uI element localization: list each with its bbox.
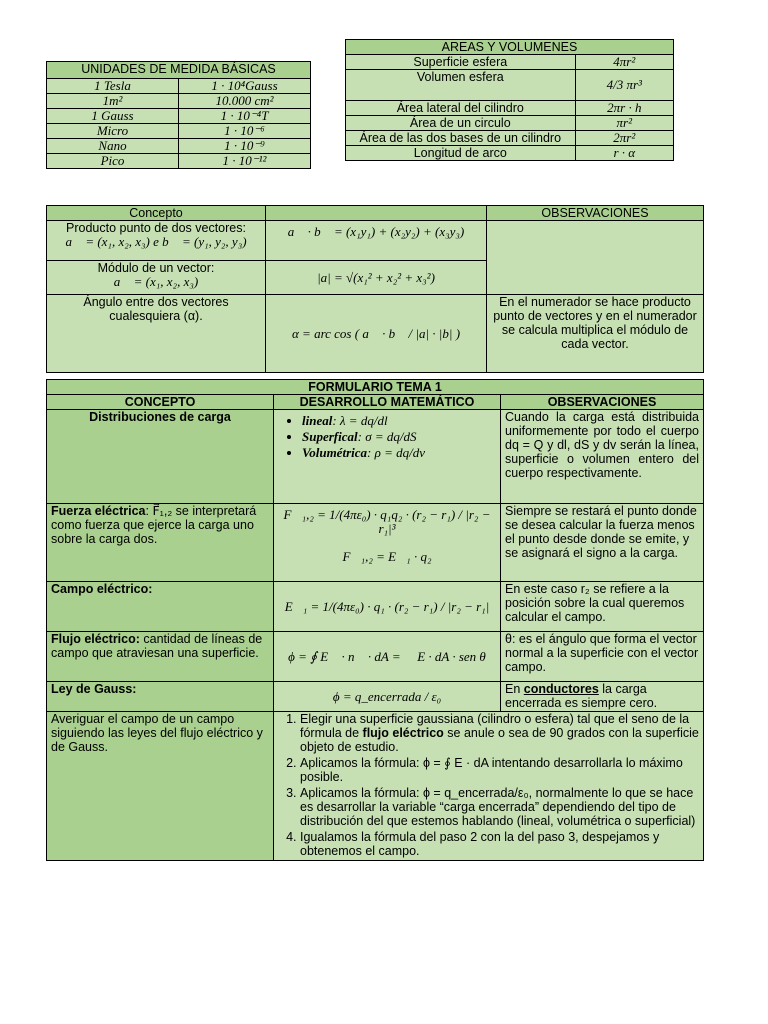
- vectors-table: [46, 205, 704, 373]
- formulario-title: FORMULARIO TEMA 1: [308, 380, 442, 394]
- vectors-header: OBSERVACIONES: [487, 206, 704, 221]
- vector-concept: Producto punto de dos vectores:: [66, 221, 246, 235]
- gauss-obs-bold: conductores: [523, 682, 599, 696]
- units-cell: 1 · 10⁴Gauss: [179, 79, 311, 94]
- averiguar-steps: [274, 712, 704, 861]
- units-cell: 1 · 10⁻¹²: [179, 154, 311, 169]
- vector-obs: En el numerador se hace producto punto de vectores y en el numerador se calcula multiplica el módulo de cada vector.: [487, 295, 704, 373]
- step-text: Igualamos la fórmula del paso 2 con la del paso 3, despejamos y obtenemos el campo.: [300, 830, 660, 858]
- vectors-header: Concepto: [47, 206, 266, 221]
- gauss-title: Ley de Gauss:: [51, 682, 137, 696]
- flujo-title: Flujo eléctrico:: [51, 632, 140, 646]
- areas-cell: Área lateral del cilindro: [346, 101, 576, 116]
- step-text: Aplicamos la fórmula: ϕ = q_encerrada/ε₀, normalmente lo que se hace es desarrollar la variable “carga encerrada” dependiendo del tipo de distribución del que estemos hablando (lineal, volumétrica o superficial): [300, 786, 696, 828]
- vector-concept-math: a⃗ = (x₁, x₂, x₃): [113, 274, 199, 289]
- gauss-obs-pre: En: [505, 682, 524, 696]
- dist-label: Volumétrica: [302, 445, 368, 460]
- fuerza-desc: : F⃗₁,₂ se interpretará como fuerza que ejerce la carga uno sobre la carga dos.: [51, 504, 257, 546]
- units-cell: 1 · 10⁻⁴T: [179, 109, 311, 124]
- vector-formula: |a| = √(x₁² + x₂² + x₃²): [266, 261, 487, 295]
- areas-cell: 4/3 πr³: [575, 70, 673, 101]
- fuerza-obs: Siempre se restará el punto donde se desea calcular la fuerza menos el punto desde donde se emite, y se asignará el signo a la carga.: [501, 504, 704, 582]
- distribuciones-obs: Cuando la carga está distribuida uniformemente por todo el cuerpo dq = Q y dl, dS y dv serán la línea, superficie o volumen entero del cuerpo respectivamente.: [501, 410, 704, 504]
- areas-cell: Longitud de arco: [346, 146, 576, 161]
- areas-cell: 2πr · h: [575, 101, 673, 116]
- vector-formula: α = arc cos ( a⃗ · b⃗ / |a| · |b| ): [266, 295, 487, 373]
- step-text: Elegir una superficie gaussiana (cilindro o esfera) tal que el seno de la fórmula de: [300, 712, 690, 740]
- formulario-header: CONCEPTO: [124, 395, 196, 409]
- formulario-header: OBSERVACIONES: [547, 395, 657, 409]
- fuerza-formula: F⃗₁,₂ = 1/(4πε₀) · q₁q₂ · (r₂ − r₁) / |r₂ − r₁|³: [283, 507, 491, 536]
- units-cell: 1 · 10⁻⁶: [179, 124, 311, 139]
- fuerza-title: Fuerza eléctrica: [51, 504, 146, 518]
- flujo-obs: θ: es el ángulo que forma el vector normal a la superficie con el vector campo.: [501, 632, 704, 682]
- areas-cell: Área de las dos bases de un cilindro: [346, 131, 576, 146]
- gauss-formula: ϕ = q_encerrada / ε₀: [274, 682, 501, 712]
- areas-cell: Área de un circulo: [346, 116, 576, 131]
- units-cell: 10.000 cm²: [179, 94, 311, 109]
- campo-obs: En este caso r₂ se refiere a la posición sobre la cual queremos calcular el campo.: [501, 582, 704, 632]
- units-cell: 1 Tesla: [47, 79, 179, 94]
- areas-table: [345, 39, 674, 161]
- gauss-obs-post: la carga encerrada es siempre cero.: [505, 682, 658, 710]
- areas-cell: 2πr²: [575, 131, 673, 146]
- distribuciones-formulas: [274, 410, 501, 504]
- dist-label: lineal: [302, 413, 333, 428]
- units-table: [46, 61, 311, 169]
- vector-obs: [487, 221, 704, 295]
- units-cell: 1 · 10⁻⁹: [179, 139, 311, 154]
- campo-title: Campo eléctrico:: [51, 582, 153, 596]
- formulario-header: DESARROLLO MATEMÁTICO: [299, 395, 475, 409]
- step-item: [300, 756, 699, 784]
- areas-cell: r · α: [575, 146, 673, 161]
- areas-cell: 4πr²: [575, 55, 673, 70]
- formulario-table: [46, 379, 704, 861]
- dist-formula: : σ = dq/dS: [357, 429, 417, 444]
- step-text: Aplicamos la fórmula: ϕ = ∮ E · dA intentando desarrollarla lo máximo posible.: [300, 756, 683, 784]
- vector-concept-math: a⃗ = (x₁, x₂, x₃) e b⃗ = (y₁, y₂, y₃): [65, 234, 247, 249]
- units-cell: Nano: [47, 139, 179, 154]
- vector-concept: Módulo de un vector:: [97, 261, 215, 275]
- dist-formula: : λ = dq/dl: [332, 413, 388, 428]
- distribuciones-title: Distribuciones de carga: [89, 410, 231, 424]
- step-bold: flujo eléctrico: [362, 726, 444, 740]
- units-cell: 1 Gauss: [47, 109, 179, 124]
- dist-label: Superfical: [302, 429, 358, 444]
- step-item: [300, 830, 699, 858]
- averiguar-concept: Averiguar el campo de un campo siguiendo las leyes del flujo eléctrico y de Gauss.: [47, 712, 274, 861]
- units-cell: Pico: [47, 154, 179, 169]
- units-cell: 1m²: [47, 94, 179, 109]
- fuerza-formula-2: F⃗₁,₂ = E⃗₁ · q₂: [342, 549, 432, 564]
- areas-cell: Superficie esfera: [346, 55, 576, 70]
- flujo-desc: cantidad de líneas de campo que atraviesan una superficie.: [51, 632, 263, 660]
- vector-formula: a⃗ · b⃗ = (x₁y₁) + (x₂y₂) + (x₃y₃): [266, 221, 487, 261]
- dist-formula: : ρ = dq/dv: [367, 445, 425, 460]
- areas-title: AREAS Y VOLUMENES: [346, 40, 674, 55]
- vectors-header: [266, 206, 487, 221]
- step-text: se anule o sea de 90 grados con la superficie objeto de estudio.: [300, 726, 699, 754]
- step-item: [300, 712, 699, 754]
- areas-cell: πr²: [575, 116, 673, 131]
- units-title: UNIDADES DE MEDIDA BÁSICAS: [47, 62, 311, 79]
- fuerza-concept: [47, 504, 274, 582]
- campo-formula: E⃗₁ = 1/(4πε₀) · q₁ · (r₂ − r₁) / |r₂ − r₁|: [274, 582, 501, 632]
- vector-concept: Ángulo entre dos vectores cualesquiera (α).: [47, 295, 266, 373]
- units-cell: Micro: [47, 124, 179, 139]
- flujo-formula: ϕ = ∮ E⃗ · n⃗ · dA = ∮ E · dA · sen θ: [274, 632, 501, 682]
- areas-cell: Volumen esfera: [346, 70, 576, 101]
- step-item: [300, 786, 699, 828]
